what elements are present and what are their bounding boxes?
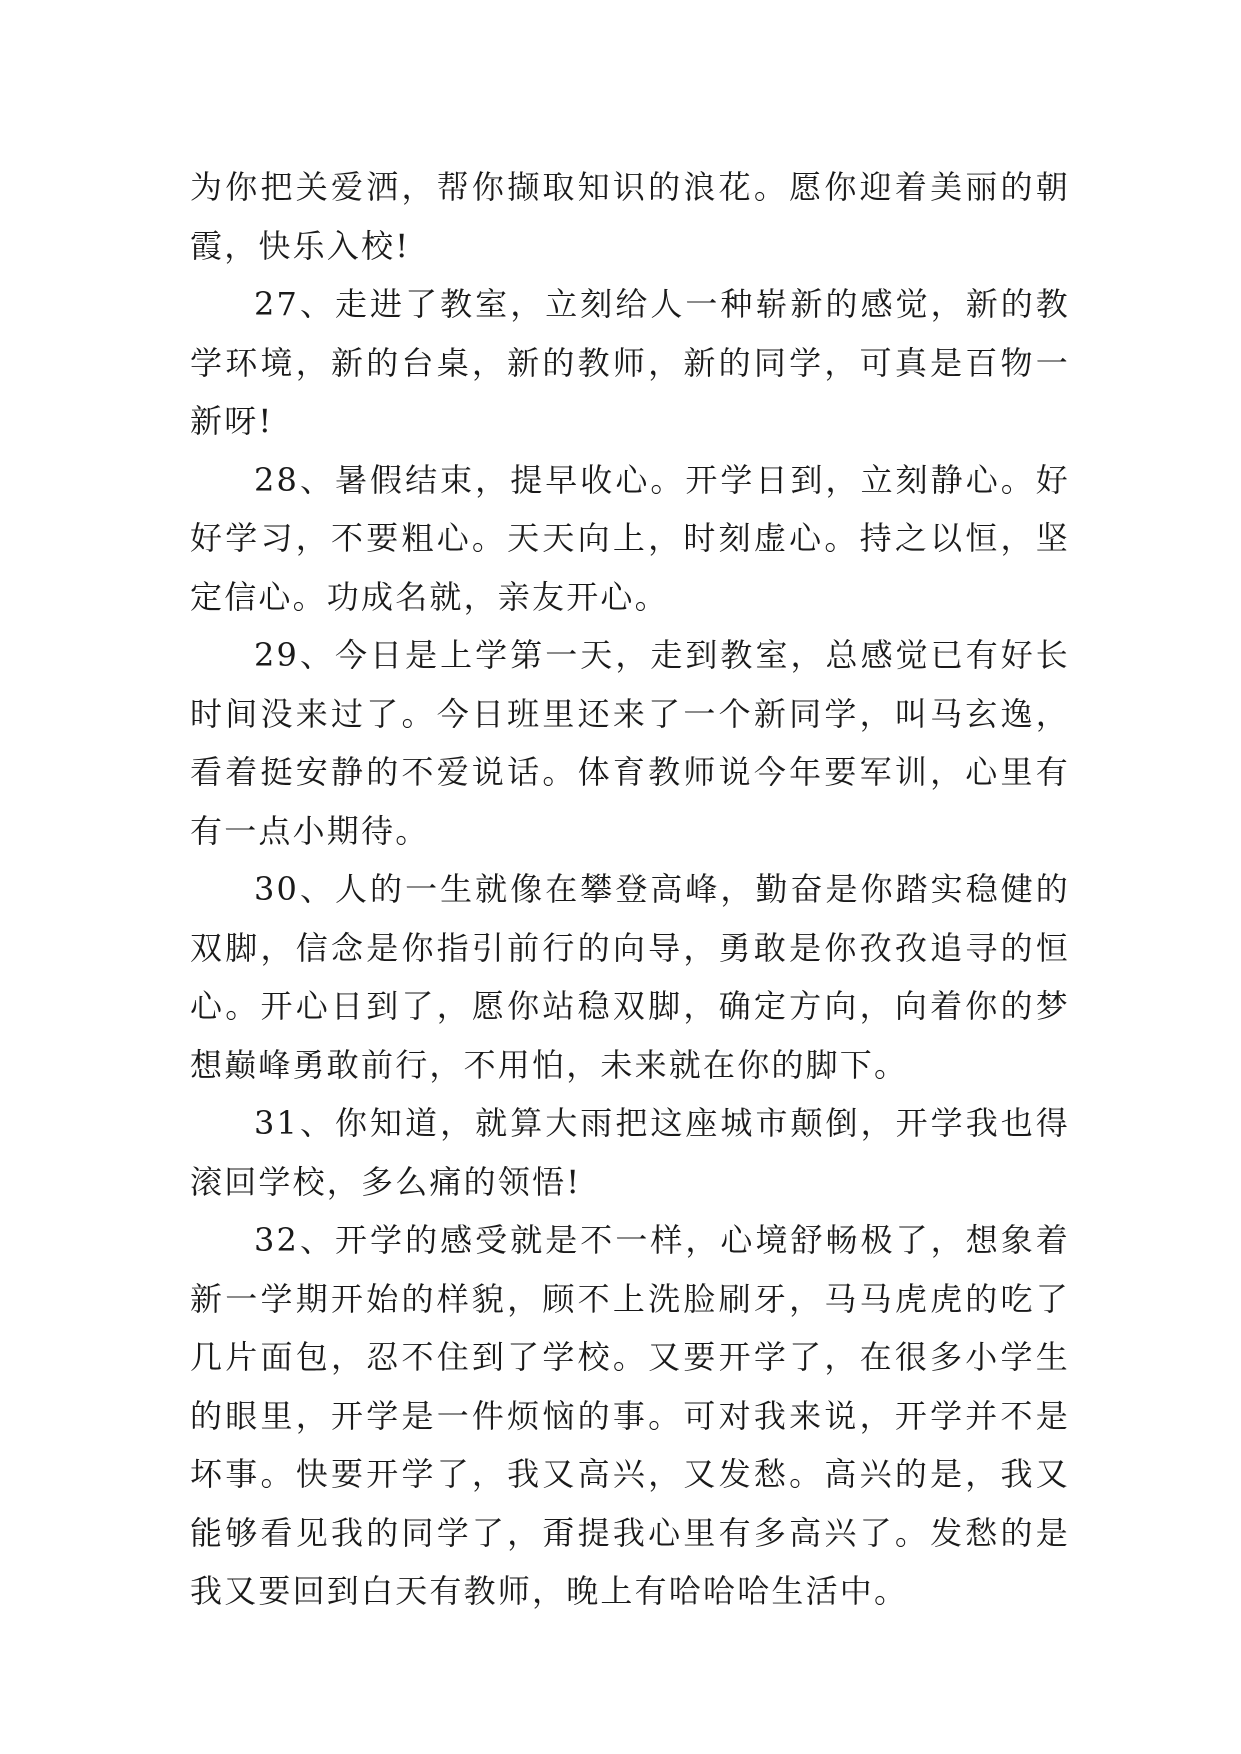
paragraph-27: 27、走进了教室，立刻给人一种崭新的感觉，新的教学环境，新的台桌，新的教师，新的同学，可真是百物一新呀! (190, 285, 1070, 440)
paragraph-continuation: 为你把关爱洒，帮你撷取知识的浪花。愿你迎着美丽的朝霞，快乐入校! (190, 168, 1070, 265)
paragraph-30: 30、人的一生就像在攀登高峰，勤奋是你踏实稳健的双脚，信念是你指引前行的向导，勇敢是你孜孜追寻的恒心。开心日到了，愿你站稳双脚，确定方向，向着你的梦想巅峰勇敢前行，不用怕，未来就在你的脚下。 (190, 870, 1070, 1084)
paragraph-31: 31、你知道，就算大雨把这座城市颠倒，开学我也得滚回学校，多么痛的领悟! (190, 1104, 1070, 1201)
paragraph-29: 29、今日是上学第一天，走到教室，总感觉已有好长时间没来过了。今日班里还来了一个新同学，叫马玄逸，看着挺安静的不爱说话。体育教师说今年要军训，心里有有一点小期待。 (190, 636, 1070, 850)
paragraph-32: 32、开学的感受就是不一样，心境舒畅极了，想象着新一学期开始的样貌，顾不上洗脸刷牙，马马虎虎的吃了几片面包，忍不住到了学校。又要开学了，在很多小学生的眼里，开学是一件烦恼的事。可对我来说，开学并不是坏事。快要开学了，我又高兴，又发愁。高兴的是，我又能够看见我的同学了，甭提我心里有多高兴了。发愁的是我又要回到白天有教师，晚上有哈哈哈生活中。 (190, 1221, 1070, 1610)
paragraph-28: 28、暑假结束，提早收心。开学日到，立刻静心。好好学习，不要粗心。天天向上，时刻虚心。持之以恒，坚定信心。功成名就，亲友开心。 (190, 460, 1070, 616)
document-body (190, 158, 1070, 1621)
